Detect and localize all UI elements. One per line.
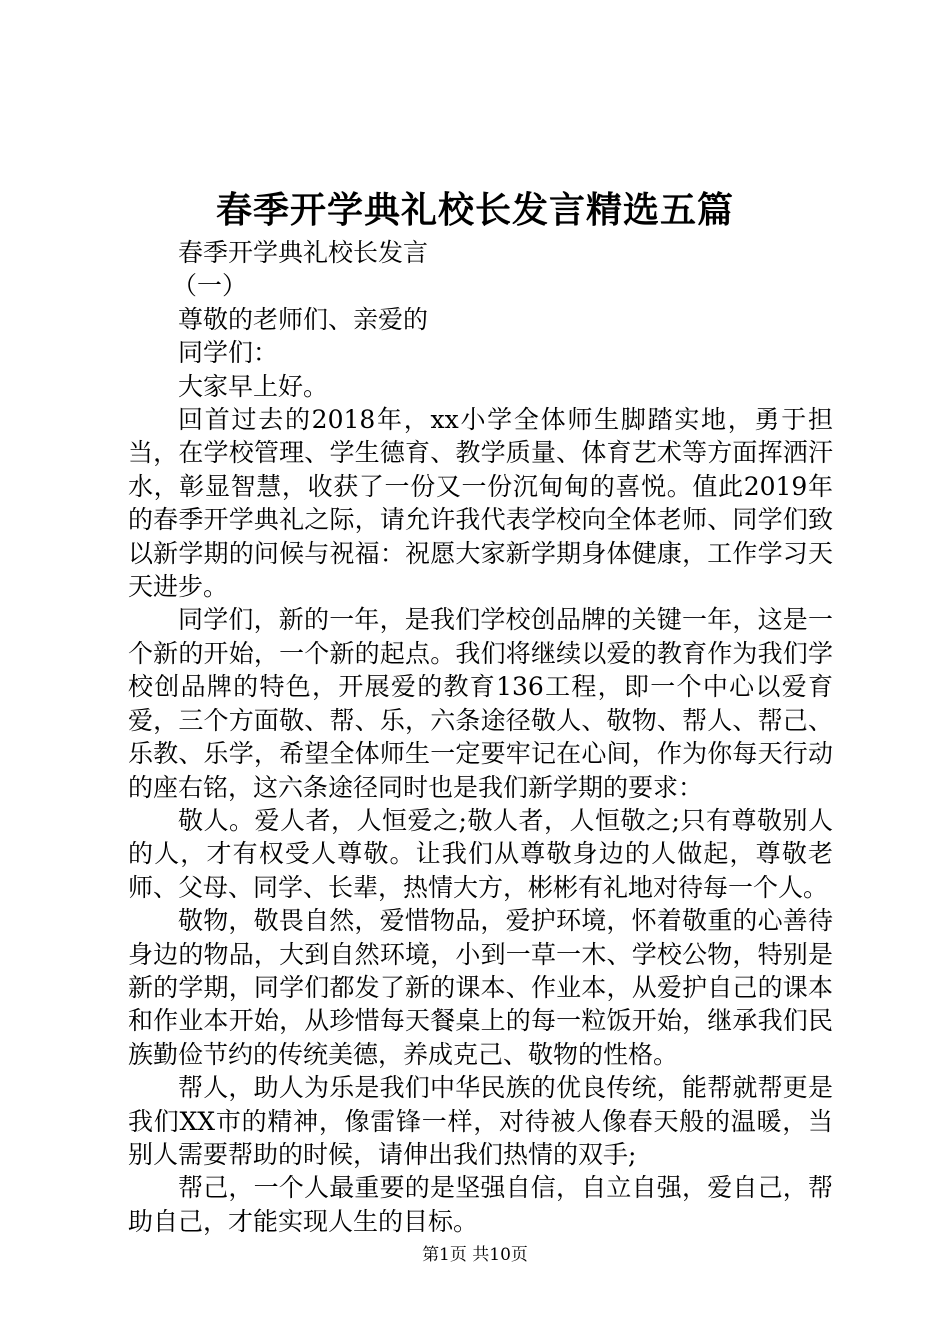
paragraph-review: 回首过去的2018年，xx小学全体师生脚踏实地，勇于担当，在学校管理、学生德育、教学质量、体育艺术等方面挥洒汗水，彰显智慧，收获了一份又一份沉甸甸的喜悦。值此2019年的春季开学典礼之际，请允许我代表学校向全体老师、同学们致以新学期的问候与祝福：祝愿大家新学期身体健康，工作学习天天进步。 [128, 405, 833, 602]
paragraph-help-self: 帮己，一个人最重要的是坚强自信，自立自强，爱自己，帮助自己，才能实现人生的目标。 [128, 1173, 833, 1236]
paragraph-respect-people: 敬人。爱人者，人恒爱之;敬人者，人恒敬之;只有尊敬别人的人，才有权受人尊敬。让我们从尊敬身边的人做起，尊敬老师、父母、同学、长辈，热情大方，彬彬有礼地对待每一个人。 [128, 805, 833, 902]
salutation-line-1: 尊敬的老师们、亲爱的 [178, 304, 429, 334]
page-number: 第1页 共10页 [422, 1245, 528, 1265]
greeting: 大家早上好。 [178, 371, 329, 401]
section-number: （一） [172, 271, 248, 301]
paragraph-help-others: 帮人，助人为乐是我们中华民族的优良传统，能帮就帮更是我们XX市的精神，像雷锋一样，对待被人像春天般的温暖，当别人需要帮助的时候，请伸出我们热情的双手; [128, 1073, 833, 1169]
speech-heading: 春季开学典礼校长发言 [178, 238, 429, 267]
salutation-line-2: 同学们： [178, 338, 279, 368]
document-body [128, 236, 833, 1238]
paragraph-new-year: 同学们，新的一年，是我们学校创品牌的关键一年，这是一个新的开始，一个新的起点。我们将继续以爱的教育作为我们学校创品牌的特色，开展爱的教育136工程，即一个中心以爱育爱，三个方面敬、帮、乐，六条途径敬人、敬物、帮人、帮己、乐教、乐学，希望全体师生一定要牢记在心间，作为你每天行动的座右铭，这六条途径同时也是我们新学期的要求： [128, 605, 833, 802]
paragraph-respect-things: 敬物，敬畏自然，爱惜物品，爱护环境，怀着敬重的心善待身边的物品，大到自然环境，小到一草一木、学校公物，特别是新的学期，同学们都发了新的课本、作业本，从爱护自己的课本和作业本开始，从珍惜每天餐桌上的每一粒饭开始，继承我们民族勤俭节约的传统美德，养成克己、敬物的性格。 [128, 906, 833, 1069]
document-title: 春季开学典礼校长发言精选五篇 [215, 189, 734, 231]
